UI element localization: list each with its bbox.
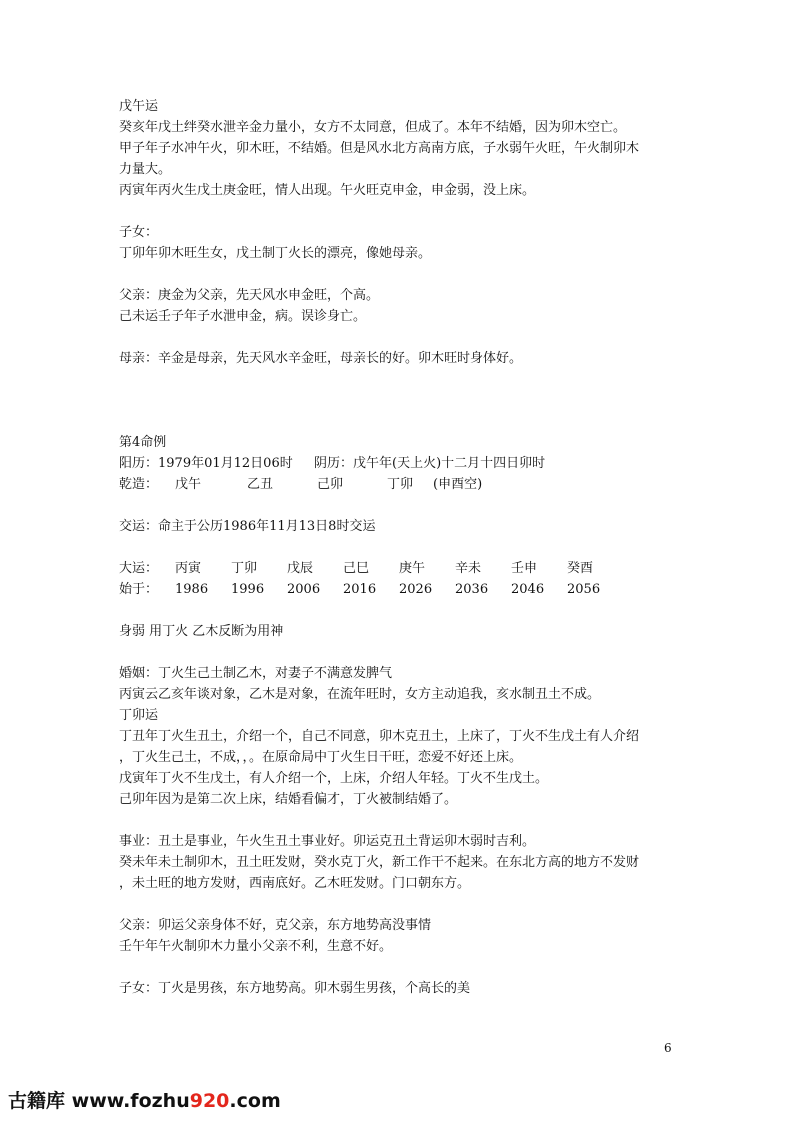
site-url-prefix: www.fozhu — [71, 1090, 190, 1112]
text-line: 癸亥年戊土绊癸水泄辛金力量小，女方不太同意，但成了。本年不结婚，因为卯木空亡。 — [119, 120, 627, 135]
solar-date: 阳历：1979年01月12日06时 — [119, 456, 293, 471]
pillar-month: 乙丑 — [247, 477, 274, 492]
pillar-day: 己卯 — [317, 477, 344, 492]
dayun-item: 庚午 — [399, 561, 426, 576]
text-line: 婚姻：丁火生己土制乙木，对妻子不满意发脾气 — [119, 666, 393, 681]
document-body — [119, 96, 719, 999]
dayun-item: 癸酉 — [567, 561, 594, 576]
dayun-item: 丙寅 — [175, 561, 202, 576]
site-url-number: 920 — [189, 1090, 230, 1112]
start-year: 2026 — [399, 582, 433, 597]
dayun-item: 壬申 — [511, 561, 538, 576]
dayun-item: 戊辰 — [287, 561, 314, 576]
start-year: 2056 — [567, 582, 601, 597]
text-line: 丁卯年卯木旺生女，戊土制丁火长的漂亮，像她母亲。 — [119, 246, 432, 261]
page-number: 6 — [664, 1041, 672, 1055]
qianzao-line — [119, 474, 719, 495]
kong-wang: (申酉空) — [433, 477, 483, 492]
start-year: 2006 — [287, 582, 321, 597]
text-line: 事业：丑土是事业，午火生丑土事业好。卯运克丑土背运卯木弱时吉利。 — [119, 834, 536, 849]
dayun-label: 大运： — [119, 561, 159, 576]
text-line: 壬午年午火制卯木力量小父亲不利，生意不好。 — [119, 939, 393, 954]
text-line: 丁卯运 — [119, 708, 159, 723]
text-line: 丙寅云乙亥年谈对象，乙木是对象，在流年旺时，女方主动追我，亥水制丑土不成。 — [119, 687, 601, 702]
dayun-item: 丁卯 — [231, 561, 258, 576]
text-line: ，丁火生己土，不成，，。在原命局中丁火生日干旺，恋爱不好还上床。 — [119, 750, 523, 765]
start-year: 1996 — [231, 582, 265, 597]
text-line: 母亲：辛金是母亲，先天风水辛金旺，母亲长的好。卯木旺时身体好。 — [119, 351, 523, 366]
start-year: 1986 — [175, 582, 209, 597]
pillar-hour: 丁卯 — [387, 477, 414, 492]
text-line: 己未运壬子年子水泄申金，病。误诊身亡。 — [119, 309, 367, 324]
text-line: 丙寅年丙火生戊土庚金旺，情人出现。午火旺克申金，申金弱，没上床。 — [119, 183, 536, 198]
site-url-suffix: .com — [229, 1090, 281, 1112]
text-line: 己卯年因为是第二次上床，结婚看偏才，丁火被制结婚了。 — [119, 792, 458, 807]
dayun-start-row — [119, 579, 719, 600]
text-line: 子女：丁火是男孩，东方地势高。卯木弱生男孩，个高长的美 — [119, 981, 471, 996]
start-year: 2016 — [343, 582, 377, 597]
text-line: ，未土旺的地方发财，西南底好。乙木旺发财。门口朝东方。 — [119, 876, 471, 891]
section-heading: 子女： — [119, 225, 159, 240]
dayun-item: 辛未 — [455, 561, 482, 576]
dayun-item: 己巳 — [343, 561, 370, 576]
summary-line: 身弱 用丁火 乙木反断为用神 — [119, 624, 284, 639]
text-line: 甲子年子水冲午火，卯木旺，不结婚。但是风水北方高南方底，子水弱午火旺，午火制卯木 — [119, 141, 640, 156]
section-heading: 戊午运 — [119, 99, 159, 114]
start-label: 始于： — [119, 582, 159, 597]
lunar-date: 阴历：戊午年(天上火)十二月十四日卯时 — [314, 456, 546, 471]
dayun-row — [119, 558, 719, 579]
text-line: 戊寅年丁火不生戊土，有人介绍一个，上床，介绍人年轻。丁火不生戊土。 — [119, 771, 549, 786]
text-line: 力量大。 — [119, 162, 172, 177]
text-line: 丁丑年丁火生丑土，介绍一个，自己不同意，卯木克丑土，上床了，丁火不生戊土有人介绍 — [119, 729, 640, 744]
text-line: 父亲：卯运父亲身体不好，克父亲，东方地势高没事情 — [119, 918, 432, 933]
start-year: 2046 — [511, 582, 545, 597]
case-title: 第4命例 — [119, 435, 167, 450]
text-line: 癸未年未土制卯木，丑土旺发财，癸水克丁火，新工作干不起来。在东北方高的地方不发财 — [119, 855, 640, 870]
start-year: 2036 — [455, 582, 489, 597]
qianzao-label: 乾造： — [119, 477, 159, 492]
site-watermark — [8, 1086, 281, 1113]
site-name: 古籍库 — [8, 1090, 66, 1112]
pillar-year: 戊午 — [175, 477, 202, 492]
jiaoyun-line: 交运：命主于公历1986年11月13日8时交运 — [119, 519, 376, 534]
birth-date-line — [119, 453, 719, 474]
text-line: 父亲：庚金为父亲，先天风水申金旺，个高。 — [119, 288, 380, 303]
